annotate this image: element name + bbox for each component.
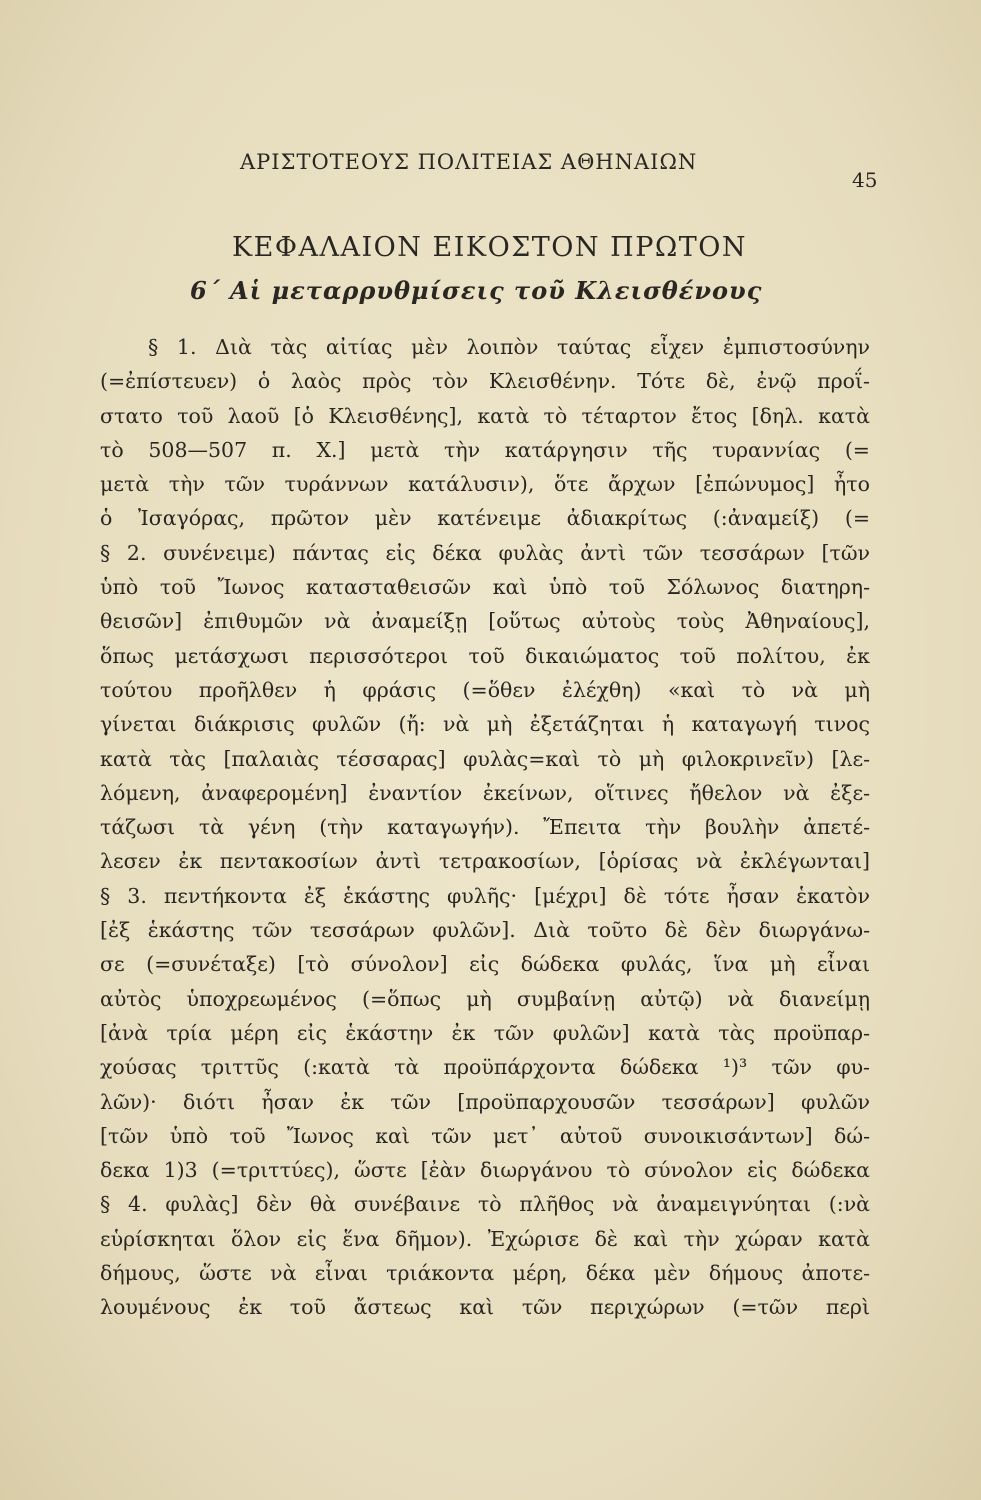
- text-line: αὐτὸς ὑποχρεωμένος (=ὅπως μὴ συμβαίνῃ αὐτῷ) νὰ διανείμῃ: [100, 986, 870, 1011]
- text-line: γίνεται διάκρισις φυλῶν (ἤ: νὰ μὴ ἐξετάζηται ἡ καταγωγή τινος: [100, 712, 870, 737]
- text-line: § 4. φυλὰς] δὲν θὰ συνέβαινε τὸ πλῆθος νὰ ἀναμειγνύηται (:νὰ: [100, 1192, 870, 1217]
- text-line: λῶν)· διότι ἦσαν ἐκ τῶν [προϋπαρχουσῶν τεσσάρων] φυλῶν: [100, 1089, 870, 1114]
- body-text: [100, 330, 870, 1325]
- text-line: ὅπως μετάσχωσι περισσότεροι τοῦ δικαιώματος τοῦ πολίτου, ἐκ: [100, 643, 870, 668]
- text-line: λουμένους ἐκ τοῦ ἄστεως καὶ τῶν περιχώρων (=τῶν περὶ: [100, 1295, 870, 1320]
- text-line: [ἐξ ἑκάστης τῶν τεσσάρων φυλῶν]. Διὰ τοῦτο δὲ δὲν διωργάνω-: [100, 918, 870, 943]
- chapter-title: ΚΕΦΑΛΑΙΟΝ ΕΙΚΟΣΤΟΝ ΠΡΩΤΟΝ: [232, 232, 748, 263]
- text-line: τούτου προῆλθεν ἡ φράσις (=ὅθεν ἐλέχθη) «καὶ τὸ νὰ μὴ: [100, 677, 870, 702]
- text-line: [ἀνὰ τρία μέρη εἰς ἑκάστην ἐκ τῶν φυλῶν] κατὰ τὰς προϋπαρ-: [100, 1020, 870, 1045]
- text-line: [τῶν ὑπὸ τοῦ Ἴωνος καὶ τῶν μετ᾽ αὐτοῦ συνοικισάντων] δώ-: [100, 1123, 870, 1148]
- page-number: 45: [852, 168, 878, 192]
- text-line: λεσεν ἐκ πεντακοσίων ἀντὶ τετρακοσίων, [ὁρίσας νὰ ἐκλέγωνται]: [100, 849, 870, 874]
- text-line: (=ἐπίστευεν) ὁ λαὸς πρὸς τὸν Κλεισθένην. Τότε δὲ, ἐνῷ προΐ-: [100, 369, 870, 394]
- text-line: χούσας τριττῦς (:κατὰ τὰ προϋπάρχοντα δώδεκα ¹)³ τῶν φυ-: [100, 1055, 870, 1080]
- text-line: θεισῶν] ἐπιθυμῶν νὰ ἀναμείξῃ [οὕτως αὐτοὺς τοὺς Ἀθηναίους],: [100, 609, 870, 634]
- text-line: μετὰ τὴν τῶν τυράννων κατάλυσιν), ὅτε ἄρχων [ἐπώνυμος] ἦτο: [100, 472, 870, 497]
- text-line: λόμενη, ἀναφερομένη] ἐναντίον ἐκείνων, οἵτινες ἤθελον νὰ ἐξε-: [100, 780, 870, 805]
- text-line: σε (=συνέταξε) [τὸ σύνολον] εἰς δώδεκα φυλάς, ἵνα μὴ εἶναι: [100, 952, 870, 977]
- text-line: στατο τοῦ λαοῦ [ὁ Κλεισθένης], κατὰ τὸ τέταρτον ἔτος [δηλ. κατὰ: [100, 403, 870, 428]
- text-line: ὁ Ἰσαγόρας, πρῶτον μὲν κατένειμε ἀδιακρίτως (:ἀναμείξ) (=: [100, 506, 870, 531]
- text-line: εὑρίσκηται ὅλον εἰς ἕνα δῆμον). Ἐχώρισε δὲ καὶ τὴν χώραν κατὰ: [100, 1226, 870, 1251]
- text-line: § 2. συνένειμε) πάντας εἰς δέκα φυλὰς ἀντὶ τῶν τεσσάρων [τῶν: [100, 540, 870, 565]
- text-line: τὸ 508—507 π. Χ.] μετὰ τὴν κατάργησιν τῆς τυραννίας (=: [100, 437, 870, 462]
- text-line: τάζωσι τὰ γένη (τὴν καταγωγήν). Ἔπειτα τὴν βουλὴν ἀπετέ-: [100, 815, 870, 840]
- text-line: § 3. πεντήκοντα ἐξ ἑκάστης φυλῆς· [μέχρι] δὲ τότε ἦσαν ἑκατὸν: [100, 883, 870, 908]
- text-line: § 1. Διὰ τὰς αἰτίας μὲν λοιπὸν ταύτας εἶχεν ἐμπιστοσύνην: [148, 335, 870, 359]
- text-line: δεκα 1)3 (=τριττύες), ὥστε [ἐὰν διωργάνου τὸ σύνολον εἰς δώδεκα: [100, 1158, 870, 1183]
- chapter-subtitle: 6΄ Αἱ μεταρρυθμίσεις τοῦ Κλεισθένους: [190, 276, 763, 305]
- text-line: κατὰ τὰς [παλαιὰς τέσσαρας] φυλὰς=καὶ τὸ μὴ φιλοκρινεῖν) [λε-: [100, 746, 870, 771]
- running-title: ΑΡΙΣΤΟΤΕΟΥΣ ΠΟΛΙΤΕΙΑΣ ΑΘΗΝΑΙΩΝ: [240, 150, 698, 174]
- text-line: ὑπὸ τοῦ Ἴωνος κατασταθεισῶν καὶ ὑπὸ τοῦ Σόλωνος διατηρη-: [100, 575, 870, 600]
- text-line: δήμους, ὥστε νὰ εἶναι τριάκοντα μέρη, δέκα μὲν δήμους ἀποτε-: [100, 1261, 870, 1286]
